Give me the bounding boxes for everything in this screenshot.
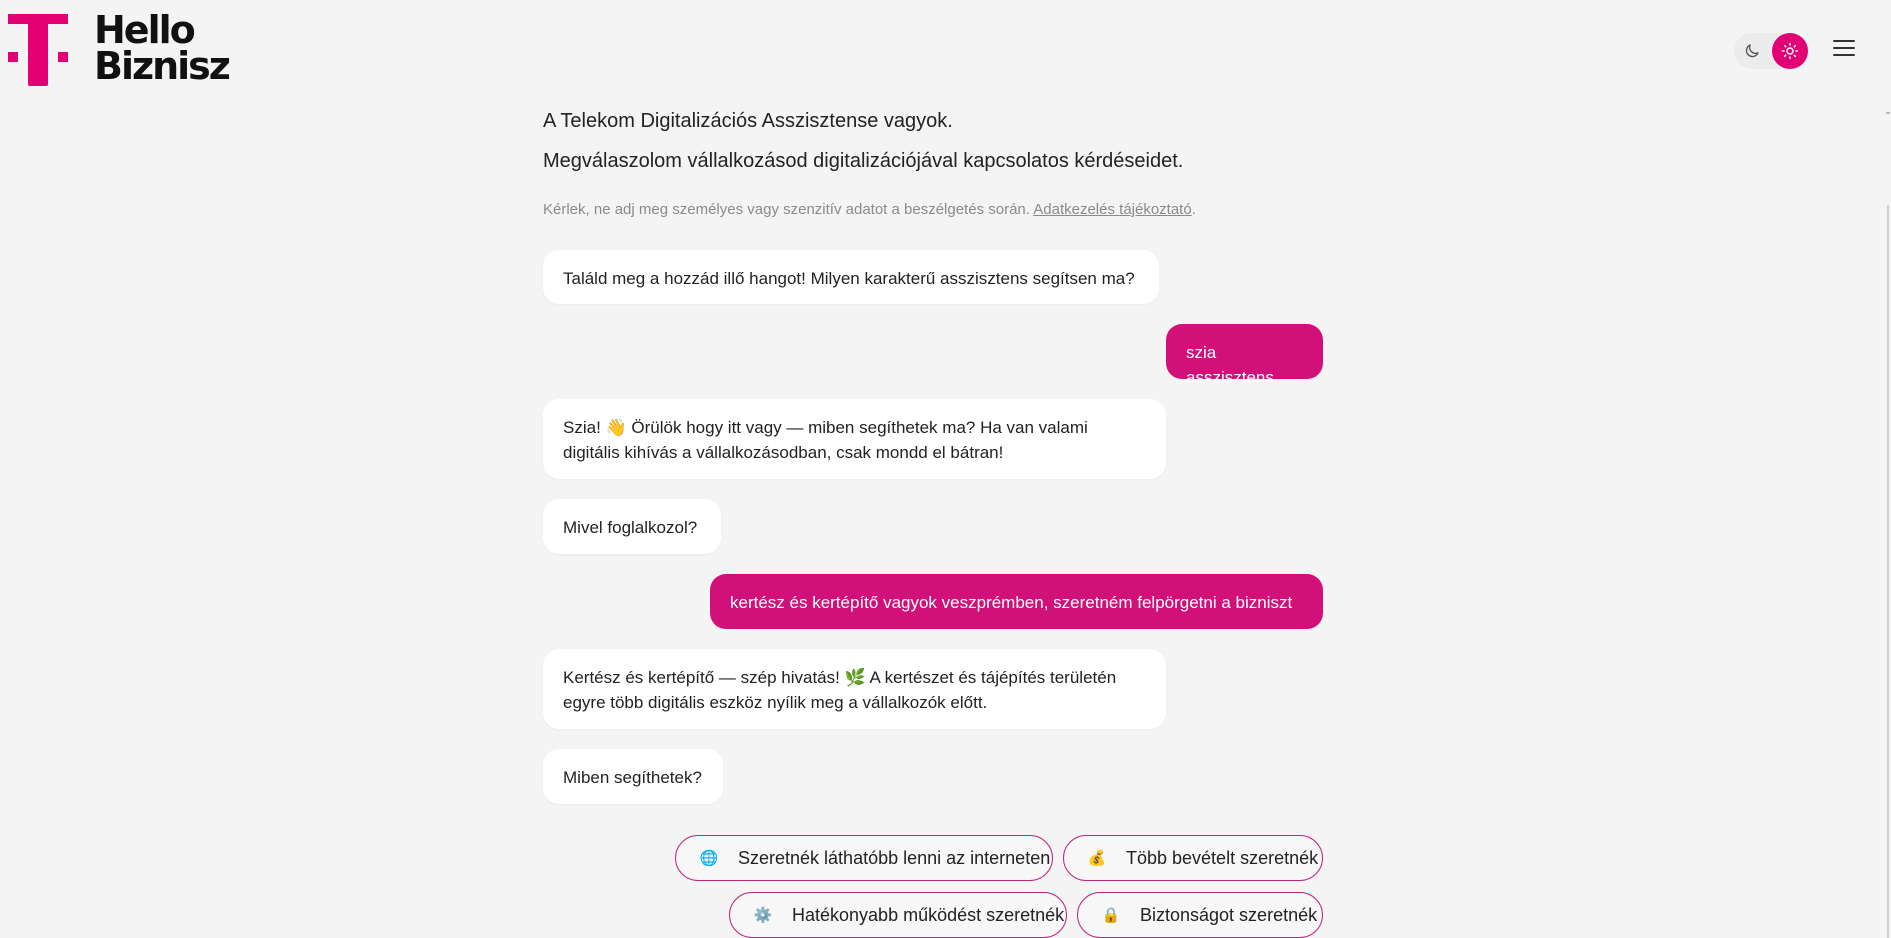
sun-icon — [1781, 42, 1799, 60]
suggestion-label: Szeretnék láthatóbb lenni az interneten — [738, 847, 1051, 868]
lock-icon: 🔒 — [1101, 907, 1121, 924]
bot-message: Kertész és kertépítő — szép hivatás! 🌿 A kertészet és tájépítés területén egyre több digitális eszköz nyílik meg a vállalkozók előtt. — [543, 649, 1166, 729]
hello-biznisz-logo[interactable] — [8, 8, 229, 88]
scrollbar-thumb[interactable] — [1887, 205, 1889, 938]
suggestion-label: Hatékonyabb működést szeretnék — [792, 904, 1065, 925]
bot-message: Miben segíthetek? — [543, 749, 723, 804]
user-message: szia asszisztens — [1166, 324, 1323, 379]
privacy-disclaimer — [543, 201, 1196, 218]
suggestion-label: Biztonságot szeretnék — [1140, 904, 1318, 925]
privacy-link[interactable]: Adatkezelés tájékoztató — [1033, 201, 1192, 218]
user-message: kertész és kertépítő vagyok veszprémben, szeretném felpörgetni a bizniszt — [710, 574, 1323, 629]
suggestion-revenue-button[interactable] — [1063, 835, 1323, 881]
bot-message: Szia! 👋 Örülök hogy itt vagy — miben segíthetek ma? Ha van valami digitális kihívás a vállalkozásodban, csak mondd el bátran! — [543, 399, 1166, 479]
logo-line-2: Biznisz — [94, 44, 229, 88]
globe-icon: 🌐 — [699, 850, 719, 867]
money-bag-icon: 💰 — [1087, 850, 1107, 867]
disclaimer-end: . — [1191, 201, 1196, 218]
light-mode-button[interactable] — [1772, 33, 1808, 69]
suggestion-label: Több bevételt szeretnék — [1126, 847, 1319, 868]
intro-subtitle: Megválaszolom vállalkozásod digitalizációjával kapcsolatos kérdéseidet. — [543, 150, 1184, 172]
logo-line-1: Hello — [94, 8, 194, 52]
scrollbar-arrow[interactable] — [1886, 112, 1890, 114]
telekom-t-logo-icon — [8, 14, 68, 86]
logo-text — [94, 8, 229, 88]
hamburger-menu-icon[interactable] — [1833, 40, 1855, 62]
suggestion-visibility-button[interactable] — [675, 835, 1053, 881]
bot-message: Találd meg a hozzád illő hangot! Milyen karakterű asszisztens segítsen ma? — [543, 250, 1159, 304]
suggestion-efficiency-button[interactable] — [729, 892, 1067, 938]
moon-icon[interactable] — [1743, 42, 1761, 60]
suggestion-security-button[interactable] — [1077, 892, 1323, 938]
intro-title: A Telekom Digitalizációs Asszisztense vagyok. — [543, 110, 953, 132]
disclaimer-text: Kérlek, ne adj meg személyes vagy szenzitív adatot a beszélgetés során. — [543, 201, 1030, 218]
gear-icon: ⚙️ — [753, 907, 773, 924]
theme-toggle[interactable] — [1734, 33, 1807, 69]
bot-message: Mivel foglalkozol? — [543, 499, 721, 554]
